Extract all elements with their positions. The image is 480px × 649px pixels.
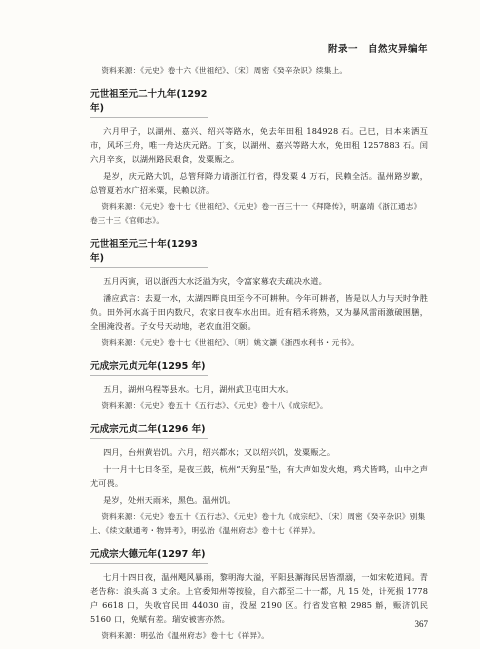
source-note: 资料来源：《元史》卷五十《五行志》、《元史》卷十八《成宗纪》。: [101, 401, 328, 410]
paragraph: 是岁，处州天雨米，黑色。温州饥。: [103, 495, 236, 505]
paragraph: 潘应武言：去夏一水，太湖四畔良田至今不可耕种。今年可耕者，皆是以人力与天时争胜负。田外河水高于田内数尺，农家日夜车水出田。近有稻禾将熟，又为暴风雷雨激破围膳，全围淹没者。子女号天动地，老农血泪交颐。: [90, 293, 428, 331]
running-head: 附录一 自然灾异编年: [327, 44, 428, 55]
paragraph: 五月丙寅，诏以浙西大水泛溢为灾，令富家募农夫疏决水道。: [103, 276, 327, 286]
source-note: 资料来源：《元史》卷十七《世祖纪》、《元史》卷一百三十一《拜降传》，明嘉靖《浙江通志》卷三十三《官师志》。: [90, 202, 422, 225]
source-note: 资料来源：《元史》卷五十《五行志》、《元史》卷十九《成宗纪》、〔宋〕周密《癸辛杂识》别集上、《续文献通考・物异考》，明弘治《温州府志》卷十七《祥异》。: [90, 512, 426, 535]
section-heading: 元成宗元贞元年(1295 年): [90, 358, 208, 376]
paragraph: 五月，湖州乌程等县水。七月，湖州武卫屯田大水。: [103, 384, 294, 394]
section-heading: 元世祖至元二十九年(1292 年): [90, 86, 208, 118]
section-heading: 元世祖至元三十年(1293 年): [90, 236, 208, 268]
paragraph: 七月十四日夜，温州飓风暴雨，黎明海大溢，平阳县澥海民居皆漂溺，一如宋乾道间。青老告称：浪头高 3 丈余。上官委知州等按验，自六都至二十一都，凡 15 处，计死损 1778 户 6618 口，失收官民田 44030 亩，没屋 2190 区。行省发官粮 2985 斛，赈济饥民 5160 口，免赋有差。瑞安被害亦然。: [90, 572, 428, 624]
source-note: 资料来源：《元史》卷十六《世祖纪》、〔宋〕周密《癸辛杂识》续集上。: [101, 66, 348, 75]
paragraph: 是岁，庆元路大饥，总管拜降力请浙江行省，得发粟 4 万石，民赖全活。温州路岁歉，总管夏若水广招米粟，民赖以济。: [90, 171, 428, 195]
paragraph: 十一月十七日冬至，是夜三鼓，杭州“天狗星”坠，有大声如发火炮，鸡犬皆鸣，山中之声尤可畏。: [90, 464, 428, 488]
paragraph: 六月甲子，以湖州、嘉兴、绍兴等路水，免去年田租 184928 石。己巳，日本来洒互市，风坏三舟，唯一舟达庆元路。丁亥，以湖州、嘉兴等路大水，免田租 1257883 石。闰六月辛亥，以湖州路民艰食，发粟赈之。: [90, 126, 428, 164]
source-note: 资料来源：《元史》卷十七《世祖纪》、〔明〕姚文灏《浙西水利书・元书》。: [101, 338, 359, 347]
page-content: [90, 64, 428, 649]
source-note: 资料来源：明弘治《温州府志》卷十七《祥异》。: [101, 631, 270, 640]
page-number: 367: [414, 619, 428, 629]
section-heading: 元成宗元贞二年(1296 年): [90, 421, 208, 439]
section-heading: 元成宗大德元年(1297 年): [90, 546, 208, 564]
paragraph: 四月，台州黄岩饥。六月，绍兴都水；又以绍兴饥，发粟赈之。: [103, 447, 336, 457]
